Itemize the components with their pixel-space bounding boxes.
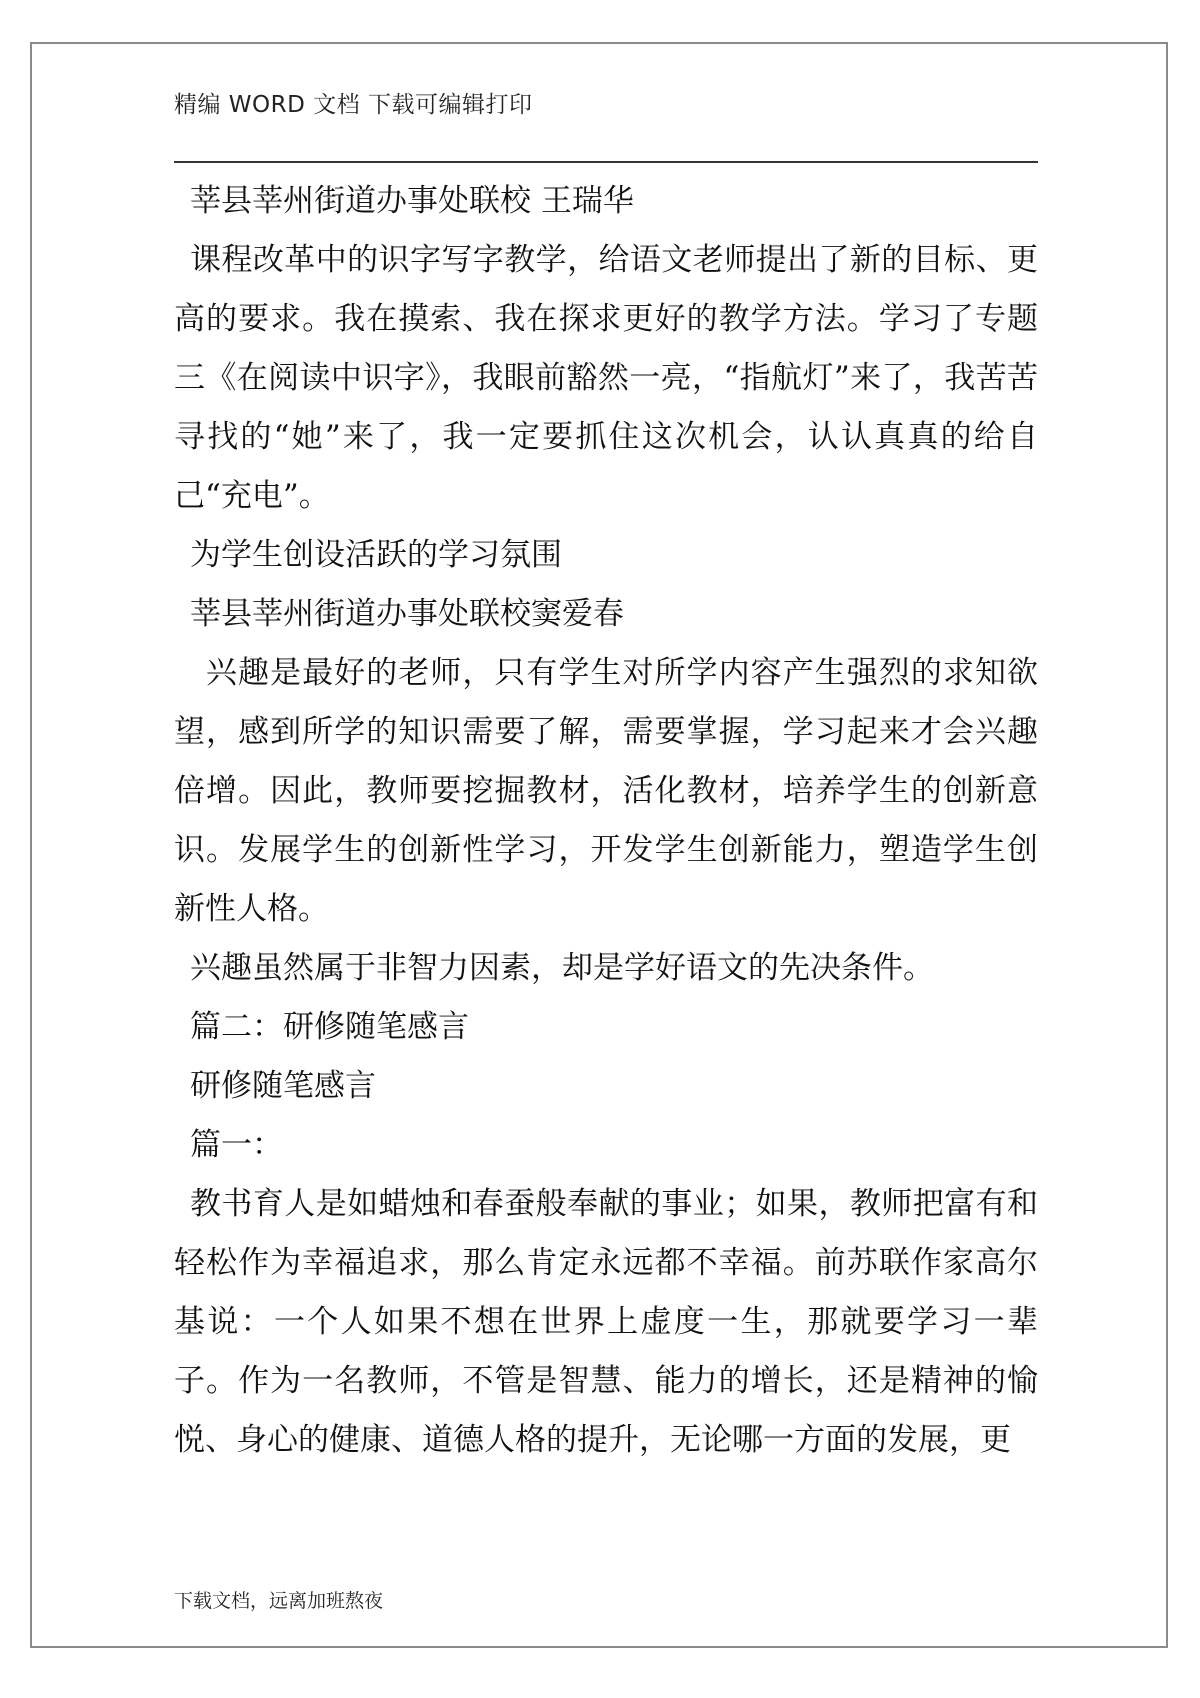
body-paragraph: 课程改革中的识字写字教学，给语文老师提出了新的目标、更高的要求。我在摸索、我在探求更好的教学方法。学习了专题三《在阅读中识字》，我眼前豁然一亮，“指航灯”来了，我苦苦寻找的“她”来了，我一定要抓住这次机会，认认真真的给自己“充电”。 [174, 242, 1038, 514]
document-body [174, 172, 1038, 1470]
document-header: 精编 WORD 文档 下载可编辑打印 [174, 92, 533, 118]
body-paragraph: 兴趣是最好的老师，只有学生对所学内容产生强烈的求知欲望，感到所学的知识需要了解，需要掌握，学习起来才会兴趣倍增。因此，教师要挖掘教材，活化教材，培养学生的创新意识。发展学生的创新性学习，开发学生创新能力，塑造学生创新性人格。 [174, 655, 1038, 927]
subsection-label: 篇一： [190, 1127, 283, 1163]
document-footer: 下载文档，远离加班熬夜 [174, 1590, 384, 1612]
section-heading: 篇二：研修随笔感言 [190, 1009, 469, 1045]
author-line: 莘县莘州街道办事处联校 王瑞华 [190, 183, 634, 219]
body-paragraph: 兴趣虽然属于非智力因素，却是学好语文的先决条件。 [190, 950, 934, 986]
header-divider [174, 161, 1038, 163]
section-title: 研修随笔感言 [190, 1068, 376, 1104]
section-title: 为学生创设活跃的学习氛围 [190, 537, 562, 573]
author-line: 莘县莘州街道办事处联校窦爱春 [190, 596, 624, 632]
body-paragraph: 教书育人是如蜡烛和春蚕般奉献的事业；如果，教师把富有和轻松作为幸福追求，那么肯定永远都不幸福。前苏联作家高尔基说：一个人如果不想在世界上虚度一生，那就要学习一辈子。作为一名教师，不管是智慧、能力的增长，还是精神的愉悦、身心的健康、道德人格的提升，无论哪一方面的发展，更 [174, 1186, 1038, 1458]
